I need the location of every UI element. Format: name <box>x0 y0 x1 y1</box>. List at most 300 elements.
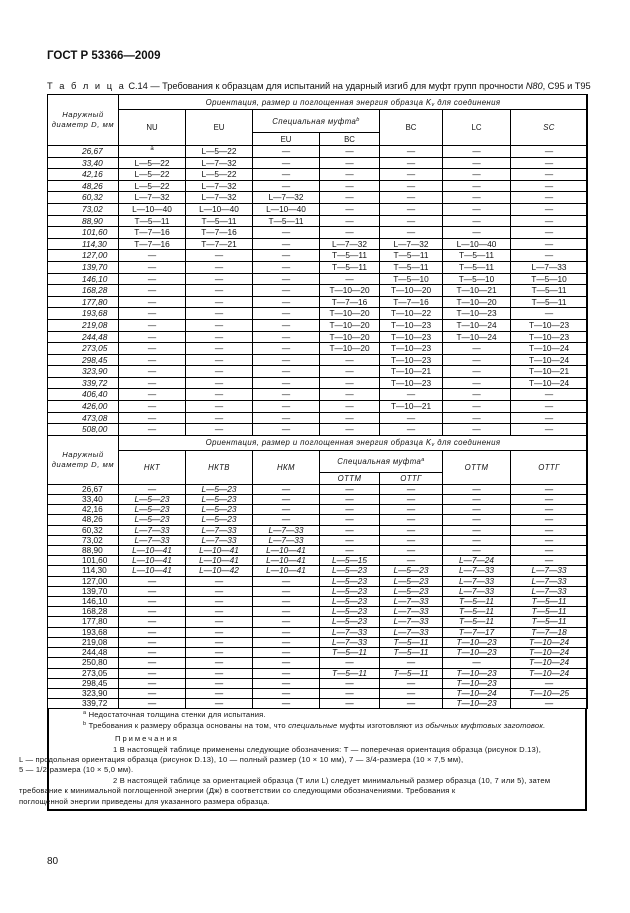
specimen-cell: — <box>380 495 443 505</box>
orientation-tail-2: для соединения <box>437 438 501 448</box>
specimen-cell: — <box>253 285 320 297</box>
specimen-cell: — <box>443 343 511 355</box>
col-header-nkm: НКМ <box>253 450 320 484</box>
table-row <box>48 688 588 698</box>
specimen-cell: — <box>380 424 443 436</box>
specimen-cell: — <box>119 401 186 413</box>
specimen-cell: — <box>511 308 588 320</box>
diameter-cell: 139,70 <box>48 586 119 596</box>
specimen-cell: L—7—33 <box>320 637 380 647</box>
specimen-cell: — <box>511 250 588 262</box>
specimen-cell: — <box>186 401 253 413</box>
specimen-cell: L—7—33 <box>511 586 588 596</box>
diameter-cell: 88,90 <box>48 215 119 227</box>
table-row <box>48 566 588 576</box>
specimen-cell: L—5—23 <box>380 576 443 586</box>
specimen-cell: — <box>511 412 588 424</box>
specimen-cell: T—7—21 <box>186 238 253 250</box>
specimen-cell: — <box>119 412 186 424</box>
specimen-cell: — <box>186 597 253 607</box>
specimen-cell: — <box>511 227 588 239</box>
specimen-cell: T—5—11 <box>380 648 443 658</box>
specimen-cell: — <box>186 285 253 297</box>
specimen-cell: T—7—16 <box>186 227 253 239</box>
specimen-cell: L—5—23 <box>320 576 380 586</box>
specimen-cell: — <box>186 377 253 389</box>
specimen-cell: — <box>253 699 320 709</box>
specimen-cell: L—5—23 <box>320 607 380 617</box>
specimen-cell: L—5—23 <box>380 586 443 596</box>
specimen-cell: — <box>443 505 511 515</box>
specimen-cell: L—7—33 <box>253 525 320 535</box>
col-header-special-ottg: ОТТГ <box>380 472 443 484</box>
specimen-cell: T—10—21 <box>380 401 443 413</box>
specimen-cell: T—10—21 <box>443 285 511 297</box>
specimen-cell: T—5—11 <box>443 607 511 617</box>
specimen-cell: T—10—24 <box>511 668 588 678</box>
specimen-cell: — <box>186 586 253 596</box>
specimen-cell: — <box>443 401 511 413</box>
specimen-cell: — <box>511 556 588 566</box>
specimen-cell: L—5—22 <box>186 169 253 181</box>
diameter-cell: 177,80 <box>48 296 119 308</box>
specimen-cell: — <box>186 343 253 355</box>
special-coupling-sup: b <box>356 116 360 123</box>
specimen-cell: — <box>253 169 320 181</box>
specimen-cell: — <box>119 250 186 262</box>
specimen-cell: L—7—33 <box>380 607 443 617</box>
specimen-cell: T—10—24 <box>511 343 588 355</box>
specimen-cell: L—7—33 <box>380 617 443 627</box>
table-row <box>48 505 588 515</box>
specimen-cell: L—10—41 <box>253 566 320 576</box>
specimen-cell: T—7—16 <box>380 296 443 308</box>
specimen-cell: — <box>380 546 443 556</box>
specimen-cell: T—5—11 <box>511 285 588 297</box>
specimen-cell: — <box>380 525 443 535</box>
col-header-nktv: НКТВ <box>186 450 253 484</box>
special-coupling-sup-2: a <box>421 456 425 463</box>
diameter-cell: 426,00 <box>48 401 119 413</box>
table-row <box>48 627 588 637</box>
specimen-cell: T—5—11 <box>320 648 380 658</box>
specimen-cell: L—7—33 <box>186 525 253 535</box>
specimen-cell: — <box>443 366 511 378</box>
special-coupling-header <box>253 110 380 133</box>
orientation-header <box>119 95 588 110</box>
specimen-cell: — <box>320 389 380 401</box>
specimen-cell: — <box>320 505 380 515</box>
table-row <box>48 296 588 308</box>
specimen-cell: — <box>186 627 253 637</box>
specimen-cell: — <box>380 227 443 239</box>
specimen-cell: — <box>320 157 380 169</box>
specimen-cell: — <box>186 273 253 285</box>
specimen-cell: T—10—20 <box>443 296 511 308</box>
diameter-cell: 33,40 <box>48 495 119 505</box>
table-row <box>48 525 588 535</box>
specimen-cell: — <box>443 169 511 181</box>
note-2-line-2: требование к минимальной поглощенной энергии (Дж) в соответствии со следующими обозначениями. Требования к <box>19 786 456 796</box>
specimen-cell: — <box>253 688 320 698</box>
specimen-cell: — <box>119 617 186 627</box>
specimen-cell: — <box>320 412 380 424</box>
specimen-cell: L—7—33 <box>511 261 588 273</box>
specimen-cell: — <box>253 273 320 285</box>
specimen-cell: T—5—10 <box>443 273 511 285</box>
col-header-nkt: НКТ <box>119 450 186 484</box>
specimen-cell: — <box>253 597 320 607</box>
specimen-cell: — <box>320 146 380 158</box>
specimen-cell: — <box>443 146 511 158</box>
specimen-cell: — <box>380 556 443 566</box>
specimen-cell: — <box>511 535 588 545</box>
specimen-cell: — <box>511 389 588 401</box>
specimen-cell: L—10—41 <box>186 556 253 566</box>
specimen-cell: T—10—23 <box>380 377 443 389</box>
specimen-cell: T—10—23 <box>443 308 511 320</box>
specimen-cell: — <box>320 377 380 389</box>
col-header-lc: LC <box>443 110 511 146</box>
specimen-cell: T—10—23 <box>511 331 588 343</box>
specimen-cell: T—10—24 <box>511 377 588 389</box>
specimen-cell: L—7—32 <box>186 157 253 169</box>
specimen-cell: — <box>186 699 253 709</box>
table-row <box>48 556 588 566</box>
specimen-cell: — <box>320 525 380 535</box>
footnote-b-italic-1: специальные <box>288 720 338 730</box>
specimen-cell: L—7—32 <box>186 192 253 204</box>
specimen-cell: — <box>320 495 380 505</box>
specimen-cell: — <box>320 535 380 545</box>
specimen-cell: L—5—23 <box>320 586 380 596</box>
specimen-cell: — <box>443 215 511 227</box>
specimen-cell: L—5—23 <box>119 515 186 525</box>
specimen-cell: — <box>119 627 186 637</box>
diameter-cell: 127,00 <box>48 576 119 586</box>
diameter-cell: 42,16 <box>48 169 119 181</box>
specimen-cell: — <box>119 389 186 401</box>
note-1-line-2: L — продольная ориентация образца (рисунок D.13), 10 — полный размер (10 × 10 мм), 7 — 3/4-размера (10 × 7,5 мм), <box>19 754 464 764</box>
diameter-cell: 244,48 <box>48 331 119 343</box>
specimen-cell: — <box>186 366 253 378</box>
specimen-cell: — <box>119 343 186 355</box>
diameter-cell: 42,16 <box>48 505 119 515</box>
specimen-cell: — <box>186 412 253 424</box>
specimen-cell: a <box>119 146 186 158</box>
specimen-cell: L—7—33 <box>119 525 186 535</box>
col-header-nu: NU <box>119 110 186 146</box>
specimen-cell: — <box>443 484 511 494</box>
specimen-cell: L—5—23 <box>320 566 380 576</box>
diameter-cell: 127,00 <box>48 250 119 262</box>
specimen-cell: — <box>511 180 588 192</box>
diameter-cell: 193,68 <box>48 627 119 637</box>
specimen-cell: — <box>380 157 443 169</box>
specimen-cell: — <box>443 203 511 215</box>
specimen-cell: — <box>253 331 320 343</box>
specimen-cell: — <box>253 238 320 250</box>
special-coupling-header-2 <box>320 450 443 472</box>
specimen-cell: — <box>119 597 186 607</box>
specimen-cell: L—10—40 <box>119 203 186 215</box>
specimen-cell: — <box>186 617 253 627</box>
specimen-cell: — <box>380 505 443 515</box>
specimen-cell: — <box>186 319 253 331</box>
specimen-cell: — <box>380 515 443 525</box>
col-header-bc: BC <box>380 110 443 146</box>
specimen-cell: — <box>119 285 186 297</box>
specimen-cell: L—5—23 <box>186 505 253 515</box>
table-row <box>48 308 588 320</box>
table-notes <box>19 708 586 810</box>
diameter-cell: 146,10 <box>48 597 119 607</box>
table-row <box>48 180 588 192</box>
specimen-cell: — <box>443 227 511 239</box>
specimen-cell: — <box>253 515 320 525</box>
footnote-b <box>83 721 575 731</box>
specimen-cell: — <box>380 484 443 494</box>
specimen-cell: T—10—20 <box>320 343 380 355</box>
specimen-cell: L—10—41 <box>119 566 186 576</box>
specimen-cell: T—5—11 <box>320 250 380 262</box>
specimen-cell: L—10—40 <box>443 238 511 250</box>
col-header-ottg: ОТТГ <box>511 450 588 484</box>
specimen-cell: — <box>320 401 380 413</box>
specimen-cell: — <box>253 354 320 366</box>
specimen-cell: — <box>511 203 588 215</box>
diameter-cell: 114,30 <box>48 566 119 576</box>
diameter-cell: 298,45 <box>48 354 119 366</box>
specimen-cell: L—10—41 <box>119 556 186 566</box>
specimen-cell: — <box>320 203 380 215</box>
specimen-cell: — <box>186 648 253 658</box>
table-row <box>48 377 588 389</box>
specimen-cell: — <box>511 238 588 250</box>
orientation-tail: для соединения <box>437 97 501 107</box>
specimen-cell: L—7—33 <box>320 627 380 637</box>
orientation-header-2 <box>119 435 588 450</box>
specimen-cell: — <box>119 576 186 586</box>
specimen-cell: — <box>511 515 588 525</box>
specimen-cell: L—7—24 <box>443 556 511 566</box>
specimen-cell: — <box>511 495 588 505</box>
note-2-line-1: 2 В настоящей таблице за ориентацией образца (T или L) следует минимальный размер образца (10, 7 или 5), затем <box>113 775 551 785</box>
specimen-cell: — <box>119 648 186 658</box>
table-row <box>48 495 588 505</box>
diameter-cell: 73,02 <box>48 203 119 215</box>
table-row <box>48 637 588 647</box>
specimen-cell: — <box>320 699 380 709</box>
specimen-cell: T—10—23 <box>443 678 511 688</box>
specimen-cell: — <box>443 424 511 436</box>
footnote-a-mark: a <box>83 710 87 717</box>
table-gost-threads <box>47 435 588 709</box>
specimen-cell: T—10—23 <box>443 637 511 647</box>
specimen-cell: T—10—23 <box>380 343 443 355</box>
note-2 <box>19 775 575 807</box>
specimen-cell: — <box>119 296 186 308</box>
specimen-cell: L—5—23 <box>186 484 253 494</box>
footnote-b-mark: b <box>83 720 87 727</box>
specimen-cell: — <box>186 637 253 647</box>
specimen-cell: — <box>253 658 320 668</box>
specimen-cell: T—10—24 <box>443 319 511 331</box>
diameter-cell: 88,90 <box>48 546 119 556</box>
specimen-cell: L—10—41 <box>253 556 320 566</box>
specimen-cell: — <box>253 366 320 378</box>
specimen-cell: — <box>253 146 320 158</box>
specimen-cell: — <box>186 331 253 343</box>
table-row <box>48 678 588 688</box>
specimen-cell: — <box>443 157 511 169</box>
diameter-cell: 101,60 <box>48 227 119 239</box>
diameter-cell: 26,67 <box>48 146 119 158</box>
specimen-cell: T—10—21 <box>511 366 588 378</box>
specimen-cell: T—5—11 <box>443 617 511 627</box>
specimen-cell: — <box>320 227 380 239</box>
specimen-cell: L—7—32 <box>186 180 253 192</box>
table-row <box>48 169 588 181</box>
diameter-cell: 177,80 <box>48 617 119 627</box>
specimen-cell: L—10—40 <box>186 203 253 215</box>
special-coupling-label-2: Специальная муфта <box>337 456 422 466</box>
specimen-cell: — <box>119 331 186 343</box>
specimen-cell: — <box>119 273 186 285</box>
specimen-cell: — <box>253 377 320 389</box>
footnote-b-text-2: муфты изготовляют из <box>339 720 424 730</box>
specimen-cell: — <box>380 688 443 698</box>
specimen-cell: — <box>443 192 511 204</box>
specimen-cell: — <box>253 227 320 239</box>
diameter-cell: 26,67 <box>48 484 119 494</box>
specimen-cell: T—10—23 <box>511 319 588 331</box>
diameter-cell: 406,40 <box>48 389 119 401</box>
diameter-cell: 193,68 <box>48 308 119 320</box>
specimen-cell: L—5—23 <box>186 515 253 525</box>
specimen-cell: — <box>511 157 588 169</box>
diameter-cell: 298,45 <box>48 678 119 688</box>
specimen-cell: — <box>443 515 511 525</box>
diameter-cell: 244,48 <box>48 648 119 658</box>
specimen-cell: L—7—32 <box>253 192 320 204</box>
specimen-cell: — <box>380 192 443 204</box>
specimen-cell: — <box>119 699 186 709</box>
specimen-cell: — <box>253 296 320 308</box>
specimen-cell: — <box>443 180 511 192</box>
specimen-cell: — <box>186 668 253 678</box>
specimen-cell: — <box>253 617 320 627</box>
specimen-cell: — <box>511 424 588 436</box>
table-row <box>48 546 588 556</box>
specimen-cell: — <box>253 412 320 424</box>
diameter-cell: 273,05 <box>48 343 119 355</box>
diameter-cell: 60,32 <box>48 192 119 204</box>
specimen-cell: T—10—24 <box>511 637 588 647</box>
caption-grade-rest: , C95 и T95 <box>542 81 591 91</box>
page-number: 80 <box>47 856 59 867</box>
note-1-line-3: 5 — 1/2-размера (10 × 5,0 мм). <box>19 765 134 775</box>
specimen-cell: L—5—22 <box>119 157 186 169</box>
specimen-cell: — <box>380 169 443 181</box>
specimen-cell: — <box>443 377 511 389</box>
requirements-table-frame <box>19 94 587 811</box>
diameter-cell: 73,02 <box>48 535 119 545</box>
diameter-cell: 219,08 <box>48 319 119 331</box>
diameter-cell: 114,30 <box>48 238 119 250</box>
specimen-cell: — <box>511 401 588 413</box>
caption-text: C.14 — Требования к образцам для испытаний на ударный изгиб для муфт групп прочности <box>128 81 524 91</box>
specimen-cell: — <box>380 535 443 545</box>
specimen-cell: — <box>119 308 186 320</box>
specimen-cell: — <box>119 484 186 494</box>
specimen-cell: — <box>380 389 443 401</box>
specimen-cell: L—5—23 <box>320 597 380 607</box>
specimen-cell: T—5—11 <box>380 668 443 678</box>
specimen-cell: — <box>253 495 320 505</box>
diameter-header-2: Наружный диаметр D, мм <box>48 435 119 484</box>
diameter-cell: 168,28 <box>48 285 119 297</box>
specimen-cell: — <box>320 180 380 192</box>
diameter-cell: 139,70 <box>48 261 119 273</box>
specimen-cell: — <box>186 389 253 401</box>
table-row <box>48 203 588 215</box>
specimen-cell: — <box>320 678 380 688</box>
specimen-cell: T—5—11 <box>443 250 511 262</box>
specimen-cell: — <box>253 180 320 192</box>
table-row <box>48 699 588 709</box>
specimen-cell: L—7—33 <box>443 566 511 576</box>
table-row <box>48 648 588 658</box>
specimen-cell: L—5—23 <box>380 566 443 576</box>
specimen-cell: — <box>380 678 443 688</box>
specimen-cell: T—10—23 <box>380 331 443 343</box>
specimen-cell: — <box>320 366 380 378</box>
specimen-cell: — <box>511 505 588 515</box>
table-row <box>48 238 588 250</box>
specimen-cell: L—10—41 <box>186 546 253 556</box>
specimen-cell: L—7—32 <box>119 192 186 204</box>
specimen-cell: — <box>253 505 320 515</box>
specimen-cell: — <box>320 215 380 227</box>
specimen-cell: — <box>119 607 186 617</box>
specimen-cell: — <box>186 607 253 617</box>
specimen-cell: L—7—32 <box>320 238 380 250</box>
specimen-cell: L—7—33 <box>253 535 320 545</box>
specimen-cell: — <box>119 678 186 688</box>
specimen-cell: L—5—23 <box>119 505 186 515</box>
specimen-cell: — <box>253 586 320 596</box>
specimen-cell: L—10—40 <box>253 203 320 215</box>
specimen-cell: T—10—24 <box>511 648 588 658</box>
specimen-cell: T—10—23 <box>443 648 511 658</box>
specimen-cell: T—5—10 <box>380 273 443 285</box>
specimen-cell: — <box>119 586 186 596</box>
specimen-cell: T—10—24 <box>511 658 588 668</box>
specimen-cell: T—5—11 <box>511 597 588 607</box>
note-1-line-1: 1 В настоящей таблице применены следующие обозначения: T — поперечная ориентация образца (рисунок D.13), <box>113 744 542 754</box>
specimen-cell: — <box>119 366 186 378</box>
specimen-cell: — <box>253 250 320 262</box>
table-row <box>48 607 588 617</box>
specimen-cell: T—10—24 <box>511 354 588 366</box>
specimen-cell: — <box>253 627 320 637</box>
specimen-cell: — <box>380 215 443 227</box>
footnote-a-text: Недостаточная толщина стенки для испытания. <box>88 710 266 720</box>
specimen-cell: — <box>253 389 320 401</box>
specimen-cell: — <box>253 484 320 494</box>
specimen-cell: T—10—20 <box>380 285 443 297</box>
